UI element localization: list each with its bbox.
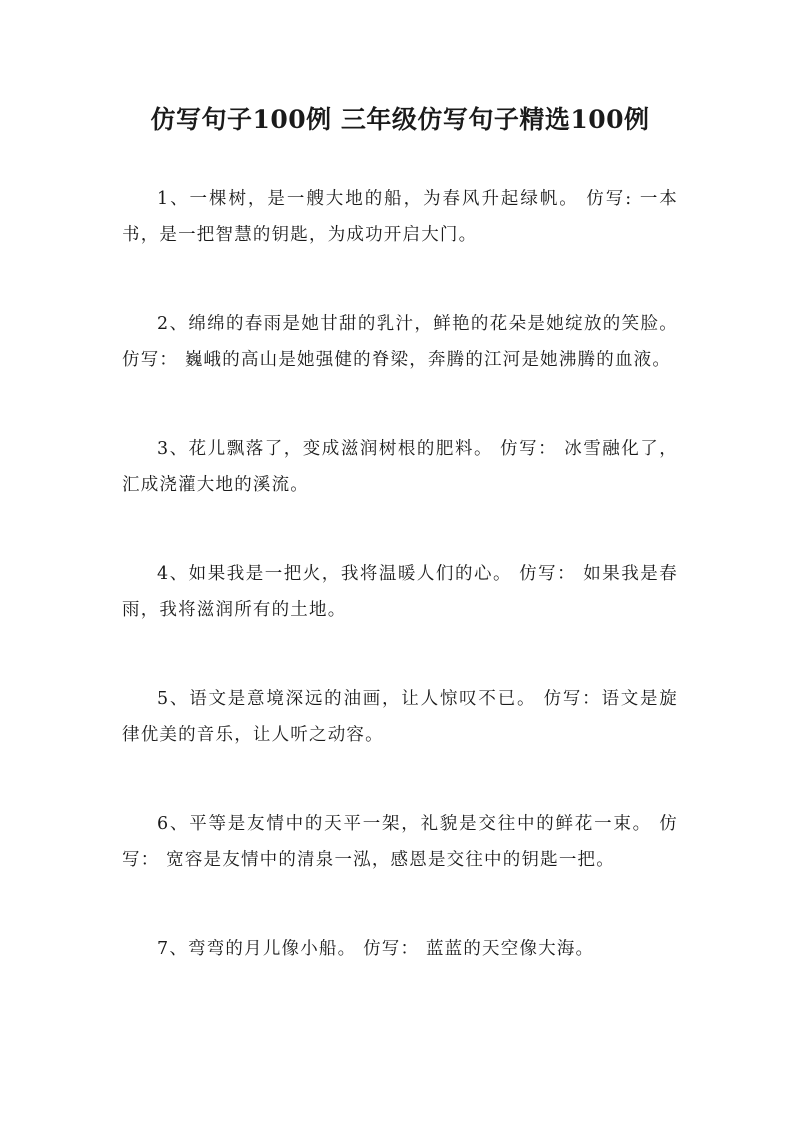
example-item-1: 1、一棵树，是一艘大地的船，为春风升起绿帆。 仿写: 一本书，是一把智慧的钥匙，为成功开启大门。 <box>122 189 678 245</box>
example-item-5: 5、语文是意境深远的油画，让人惊叹不已。 仿写：语文是旋律优美的音乐，让人听之动容。 <box>122 689 678 745</box>
example-item-3: 3、花儿飘落了，变成滋润树根的肥料。 仿写： 冰雪融化了，汇成浇灌大地的溪流。 <box>122 439 678 495</box>
example-item-4: 4、如果我是一把火，我将温暖人们的心。 仿写： 如果我是春雨，我将滋润所有的土地。 <box>122 564 678 620</box>
document-title: 仿写句子100例 三年级仿写句子精选100例 <box>150 105 650 134</box>
example-item-6: 6、平等是友情中的天平一架，礼貌是交往中的鲜花一束。 仿写： 宽容是友情中的清泉一泓，感恩是交往中的钥匙一把。 <box>122 814 678 870</box>
example-item-2: 2、绵绵的春雨是她甘甜的乳汁，鲜艳的花朵是她绽放的笑脸。 仿写： 巍峨的高山是她强健的脊梁，奔腾的江河是她沸腾的血液。 <box>122 314 678 370</box>
example-item-7: 7、弯弯的月儿像小船。 仿写： 蓝蓝的天空像大海。 <box>157 939 595 959</box>
example-list <box>122 182 678 968</box>
